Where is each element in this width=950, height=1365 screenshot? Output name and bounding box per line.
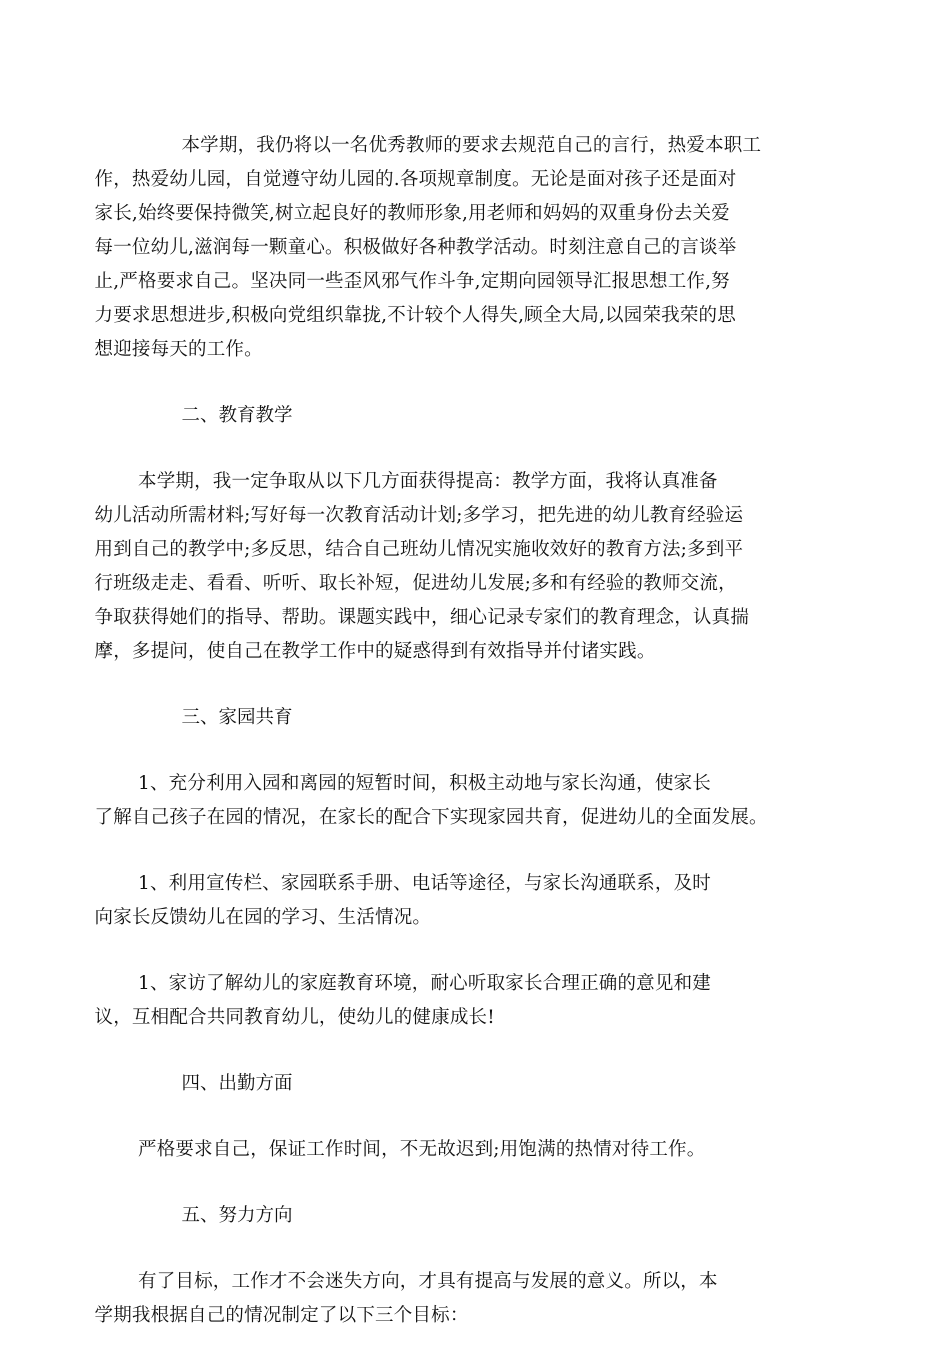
text-line: 止,严格要求自己。坚决同一些歪风邪气作斗争,定期向园领导汇报思想工作,努	[94, 271, 730, 292]
section-heading-attendance: 四、出勤方面	[181, 1073, 293, 1094]
section-heading-direction: 五、努力方向	[181, 1205, 293, 1226]
text-line: 争取获得她们的指导、帮助。课题实践中，细心记录专家们的教育理念，认真揣	[94, 607, 750, 628]
text-line: 了解自己孩子在园的情况，在家长的配合下实现家园共育，促进幼儿的全面发展。	[94, 807, 768, 828]
text-line: 本学期，我一定争取从以下几方面获得提高：教学方面，我将认真准备	[138, 471, 718, 492]
text-line: 每一位幼儿,滋润每一颗童心。积极做好各种教学活动。时刻注意自己的言谈举	[94, 237, 737, 258]
text-line: 1、家访了解幼儿的家庭教育环境，耐心听取家长合理正确的意见和建	[138, 973, 711, 994]
text-line: 用到自己的教学中;多反思，结合自己班幼儿情况实施收效好的教育方法;多到平	[94, 539, 744, 560]
text-line: 力要求思想进步,积极向党组织靠拢,不计较个人得失,顾全大局,以园荣我荣的思	[94, 305, 736, 326]
text-line: 1、充分利用入园和离园的短暂时间，积极主动地与家长沟通，使家长	[138, 773, 711, 794]
paragraph-home-school-1	[94, 767, 814, 835]
text-line: 1、利用宣传栏、家园联系手册、电话等途径，与家长沟通联系，及时	[138, 873, 711, 894]
text-line: 家长,始终要保持微笑,树立起良好的教师形象,用老师和妈妈的双重身份去关爱	[94, 203, 730, 224]
text-line: 本学期，我仍将以一名优秀教师的要求去规范自己的言行，热爱本职工	[181, 135, 762, 156]
paragraph-home-school-3	[94, 967, 814, 1035]
text-line: 向家长反馈幼儿在园的学习、生活情况。	[94, 907, 432, 928]
paragraph-attendance	[138, 1133, 814, 1167]
document-body	[94, 129, 814, 1365]
paragraph-conduct	[94, 129, 814, 367]
text-line: 想迎接每天的工作。	[94, 339, 263, 360]
text-line: 有了目标，工作才不会迷失方向，才具有提高与发展的意义。所以，本	[138, 1271, 718, 1292]
paragraph-home-school-2	[94, 867, 814, 935]
text-line: 严格要求自己，保证工作时间，不无故迟到;用饱满的热情对待工作。	[138, 1139, 706, 1160]
text-line: 学期我根据自己的情况制定了以下三个目标：	[94, 1305, 469, 1326]
text-line: 议，互相配合共同教育幼儿，使幼儿的健康成长!	[94, 1007, 495, 1028]
text-line: 幼儿活动所需材料;写好每一次教育活动计划;多学习，把先进的幼儿教育经验运	[94, 505, 744, 526]
text-line: 作，热爱幼儿园，自觉遵守幼儿园的.各项规章制度。无论是面对孩子还是面对	[94, 169, 737, 190]
paragraph-direction	[94, 1265, 814, 1333]
paragraph-education	[94, 465, 814, 669]
text-line: 行班级走走、看看、听听、取长补短，促进幼儿发展;多和有经验的教师交流，	[94, 573, 737, 594]
text-line: 摩，多提问，使自己在教学工作中的疑惑得到有效指导并付诸实践。	[94, 641, 656, 662]
section-heading-education: 二、教育教学	[181, 405, 293, 426]
section-heading-home-school: 三、家园共育	[181, 707, 293, 728]
